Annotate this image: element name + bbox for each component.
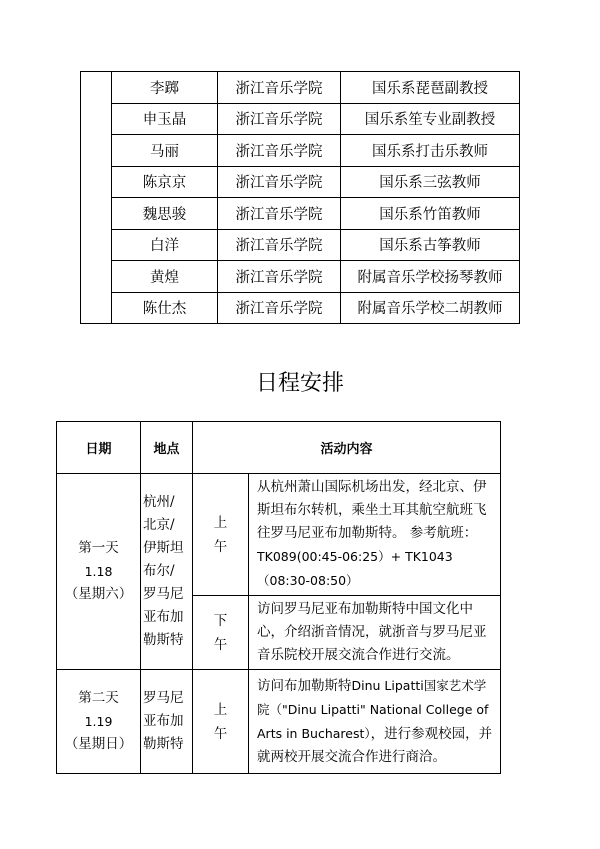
- staff-title: 国乐系打击乐教师: [341, 135, 520, 167]
- day1-label: 第一天: [78, 540, 119, 556]
- activity-text: 访问布加勒斯特: [257, 678, 352, 694]
- staff-name: 陈京京: [112, 166, 218, 198]
- staff-org: 浙江音乐学院: [218, 166, 341, 198]
- staff-title: 国乐系竹笛教师: [341, 198, 520, 230]
- day1-weekday: （星期六）: [64, 586, 133, 602]
- staff-name: 白洋: [112, 229, 218, 261]
- staff-row: [81, 292, 520, 324]
- staff-title: 国乐系三弦教师: [341, 166, 520, 198]
- staff-org: 浙江音乐学院: [218, 198, 341, 230]
- staff-title: 国乐系琵琶副教授: [341, 72, 520, 104]
- day1-morning-period: [193, 474, 249, 596]
- day1-location: 杭州/北京/伊斯坦布尔/罗马尼亚布加勒斯特: [141, 474, 193, 670]
- day1-afternoon-period: [193, 596, 249, 670]
- staff-name: 黄煌: [112, 261, 218, 293]
- day2-label: 第二天: [78, 690, 119, 706]
- staff-name: 魏思骏: [112, 198, 218, 230]
- period-char: 上: [213, 701, 228, 718]
- staff-title: 附属音乐学校二胡教师: [341, 292, 520, 324]
- staff-org: 浙江音乐学院: [218, 261, 341, 293]
- staff-org: 浙江音乐学院: [218, 229, 341, 261]
- staff-group-cell: [81, 72, 112, 324]
- staff-org: 浙江音乐学院: [218, 292, 341, 324]
- staff-row: [81, 72, 520, 104]
- activity-text: ，进行参观校园，并就两校开展交流合作进行商洽。: [257, 726, 493, 765]
- staff-row: [81, 198, 520, 230]
- day2-date-cell: [57, 670, 141, 774]
- staff-name: 李踯: [112, 72, 218, 104]
- staff-row: [81, 166, 520, 198]
- schedule-table: [56, 421, 501, 774]
- day2-weekday: （星期日）: [64, 736, 133, 752]
- staff-row: [81, 229, 520, 261]
- staff-row: [81, 103, 520, 135]
- day2-morning-row: [57, 670, 501, 774]
- schedule-title: 日程安排: [255, 371, 344, 396]
- day1-date-cell: [57, 474, 141, 670]
- staff-org: 浙江音乐学院: [218, 103, 341, 135]
- day1-afternoon-activity: 访问罗马尼亚布加勒斯特中国文化中心，介绍浙音情况，就浙音与罗马尼亚音乐院校开展交流合作进行交流。: [249, 596, 501, 670]
- staff-name: 陈仕杰: [112, 292, 218, 324]
- header-content: 活动内容: [193, 422, 501, 474]
- day1-date: 1.18: [84, 564, 113, 579]
- staff-row: [81, 135, 520, 167]
- period-char: 午: [213, 636, 228, 653]
- period-char: 上: [213, 514, 228, 531]
- day2-date: 1.19: [84, 714, 113, 729]
- flight-info: TK089(00:45-06:25）+ TK1043（08:30-08:50）: [257, 549, 453, 588]
- day2-location: 罗马尼亚布加勒斯特: [141, 670, 193, 774]
- staff-org: 浙江音乐学院: [218, 135, 341, 167]
- day1-morning-activity: [249, 474, 501, 596]
- day2-morning-period: [193, 670, 249, 774]
- staff-title: 附属音乐学校扬琴教师: [341, 261, 520, 293]
- activity-latin: Dinu Lipatti: [351, 678, 424, 693]
- header-location: 地点: [141, 422, 193, 474]
- day2-morning-activity: [249, 670, 501, 774]
- staff-name: 申玉晶: [112, 103, 218, 135]
- activity-college: 国家艺术学院（"Dinu Lipatti" National College of Arts in Bucharest）: [257, 678, 489, 741]
- header-date: 日期: [57, 422, 141, 474]
- period-char: 下: [213, 612, 228, 629]
- day1-morning-row: [57, 474, 501, 596]
- period-char: 午: [213, 725, 228, 742]
- staff-row: [81, 261, 520, 293]
- staff-org: 浙江音乐学院: [218, 72, 341, 104]
- activity-text: 从杭州萧山国际机场出发，经北京、伊斯坦布尔转机，乘坐土耳其航空航班飞往罗马尼亚布加勒斯特。 参考航班：: [257, 479, 487, 541]
- schedule-header-row: [57, 422, 501, 474]
- staff-name: 马丽: [112, 135, 218, 167]
- staff-table: [80, 71, 520, 324]
- staff-title: 国乐系古筝教师: [341, 229, 520, 261]
- period-char: 午: [213, 538, 228, 555]
- staff-title: 国乐系笙专业副教授: [341, 103, 520, 135]
